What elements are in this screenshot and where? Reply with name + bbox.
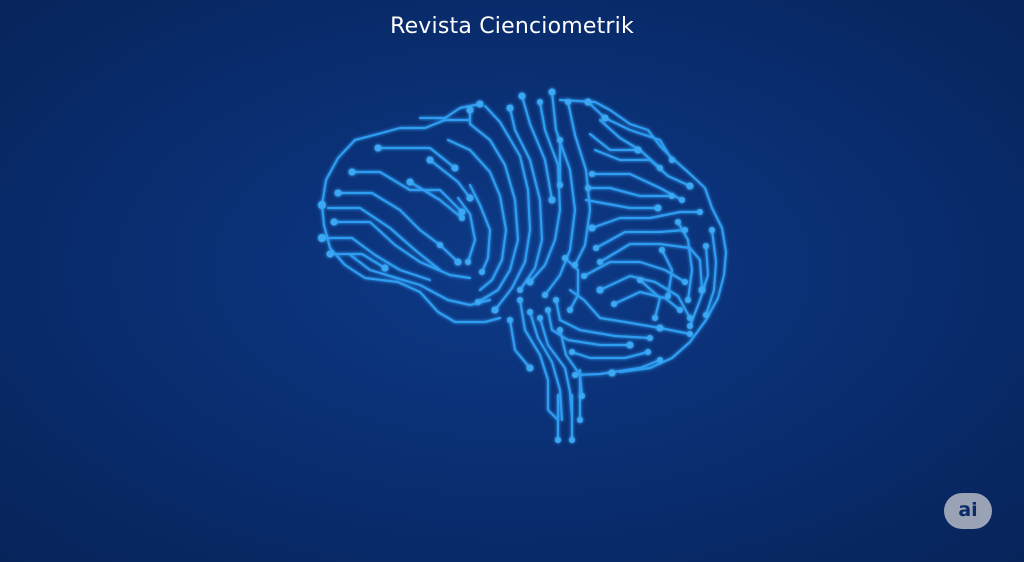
page-title: Revista Cienciometrik (390, 14, 634, 39)
ai-badge: ai (944, 493, 992, 529)
